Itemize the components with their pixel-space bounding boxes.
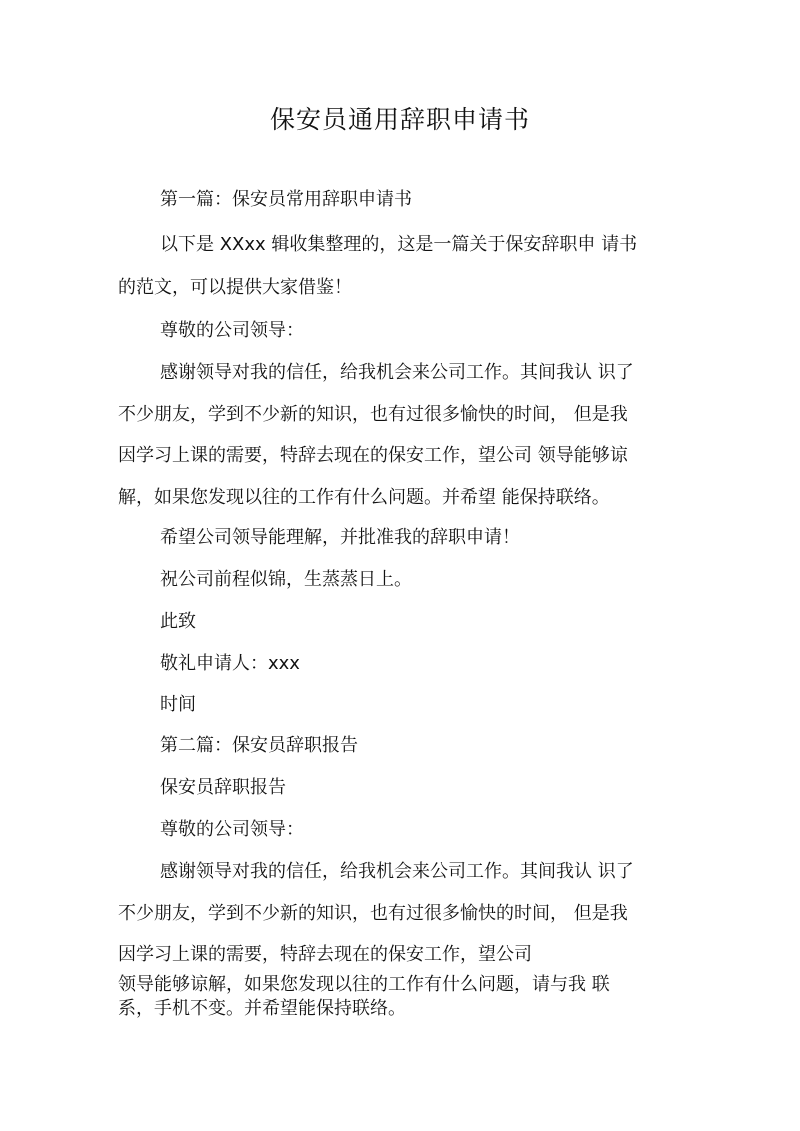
- paragraph-line: 因学习上课的需要，特辞去现在的保安工作，望公司: [118, 944, 532, 965]
- page-title: 保安员通用辞职申请书: [269, 105, 530, 134]
- salutation: 尊敬的公司领导：: [160, 320, 304, 341]
- paragraph-line: 以下是 XXxx 辑收集整理的，这是一篇关于保安辞职申 请书: [160, 234, 638, 255]
- paragraph-line: 因学习上课的需要，特辞去现在的保安工作，望公司 领导能够谅: [118, 445, 628, 466]
- report-title: 保安员辞职报告: [160, 777, 286, 798]
- salutation: 尊敬的公司领导：: [160, 819, 304, 840]
- paragraph-line: 不少朋友，学到不少新的知识，也有过很多愉快的时间， 但是我: [118, 404, 628, 425]
- closing-line: 此致: [160, 611, 196, 632]
- paragraph-line: 解，如果您发现以往的工作有什么问题。并希望 能保持联络。: [118, 487, 610, 508]
- paragraph-line: 感谢领导对我的信任，给我机会来公司工作。其间我认 识了: [160, 861, 634, 882]
- paragraph-line: 不少朋友，学到不少新的知识，也有过很多愉快的时间， 但是我: [118, 903, 628, 924]
- section-heading-2: 第二篇：保安员辞职报告: [160, 735, 358, 756]
- paragraph-line: 感谢领导对我的信任，给我机会来公司工作。其间我认 识了: [160, 362, 634, 383]
- paragraph-line: 系，手机不变。并希望能保持联络。: [118, 998, 406, 1019]
- paragraph-line: 祝公司前程似锦，生蒸蒸日上。: [160, 569, 412, 590]
- date-line: 时间: [160, 694, 196, 715]
- paragraph-line: 希望公司领导能理解，并批准我的辞职申请！: [160, 527, 520, 548]
- applicant-line: 敬礼申请人：xxx: [160, 653, 300, 674]
- paragraph-line: 的范文，可以提供大家借鉴！: [118, 277, 352, 298]
- paragraph-line: 领导能够谅解，如果您发现以往的工作有什么问题，请与我 联: [118, 974, 610, 995]
- section-heading-1: 第一篇：保安员常用辞职申请书: [160, 189, 412, 210]
